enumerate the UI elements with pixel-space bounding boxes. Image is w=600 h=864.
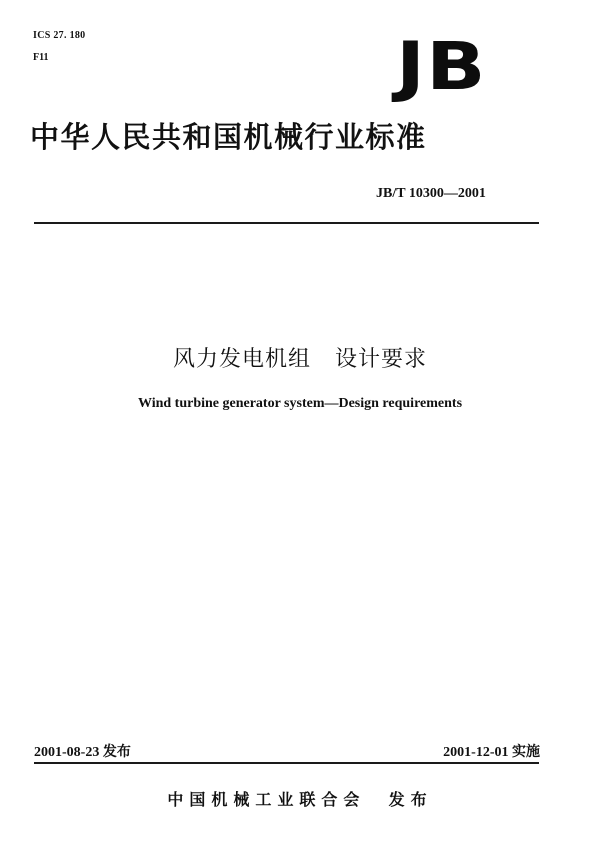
ccs-code: F11 <box>33 52 49 63</box>
header-divider <box>34 222 539 224</box>
publisher: 中国机械工业联合会 发布 <box>167 790 433 809</box>
document-title-en: Wind turbine generator system—Design requirements <box>137 396 463 411</box>
standard-category-title: 中华人民共和国机械行业标准 <box>30 120 427 154</box>
ics-code: ICS 27. 180 <box>33 30 86 41</box>
jb-logo: JB <box>396 28 487 105</box>
document-title-cn: 风力发电机组 设计要求 <box>173 347 427 372</box>
footer-divider <box>34 762 539 764</box>
issue-date: 2001-08-23 发布 <box>34 745 131 760</box>
standard-number: JB/T 10300—2001 <box>376 186 486 201</box>
implementation-date: 2001-12-01 实施 <box>443 745 540 760</box>
